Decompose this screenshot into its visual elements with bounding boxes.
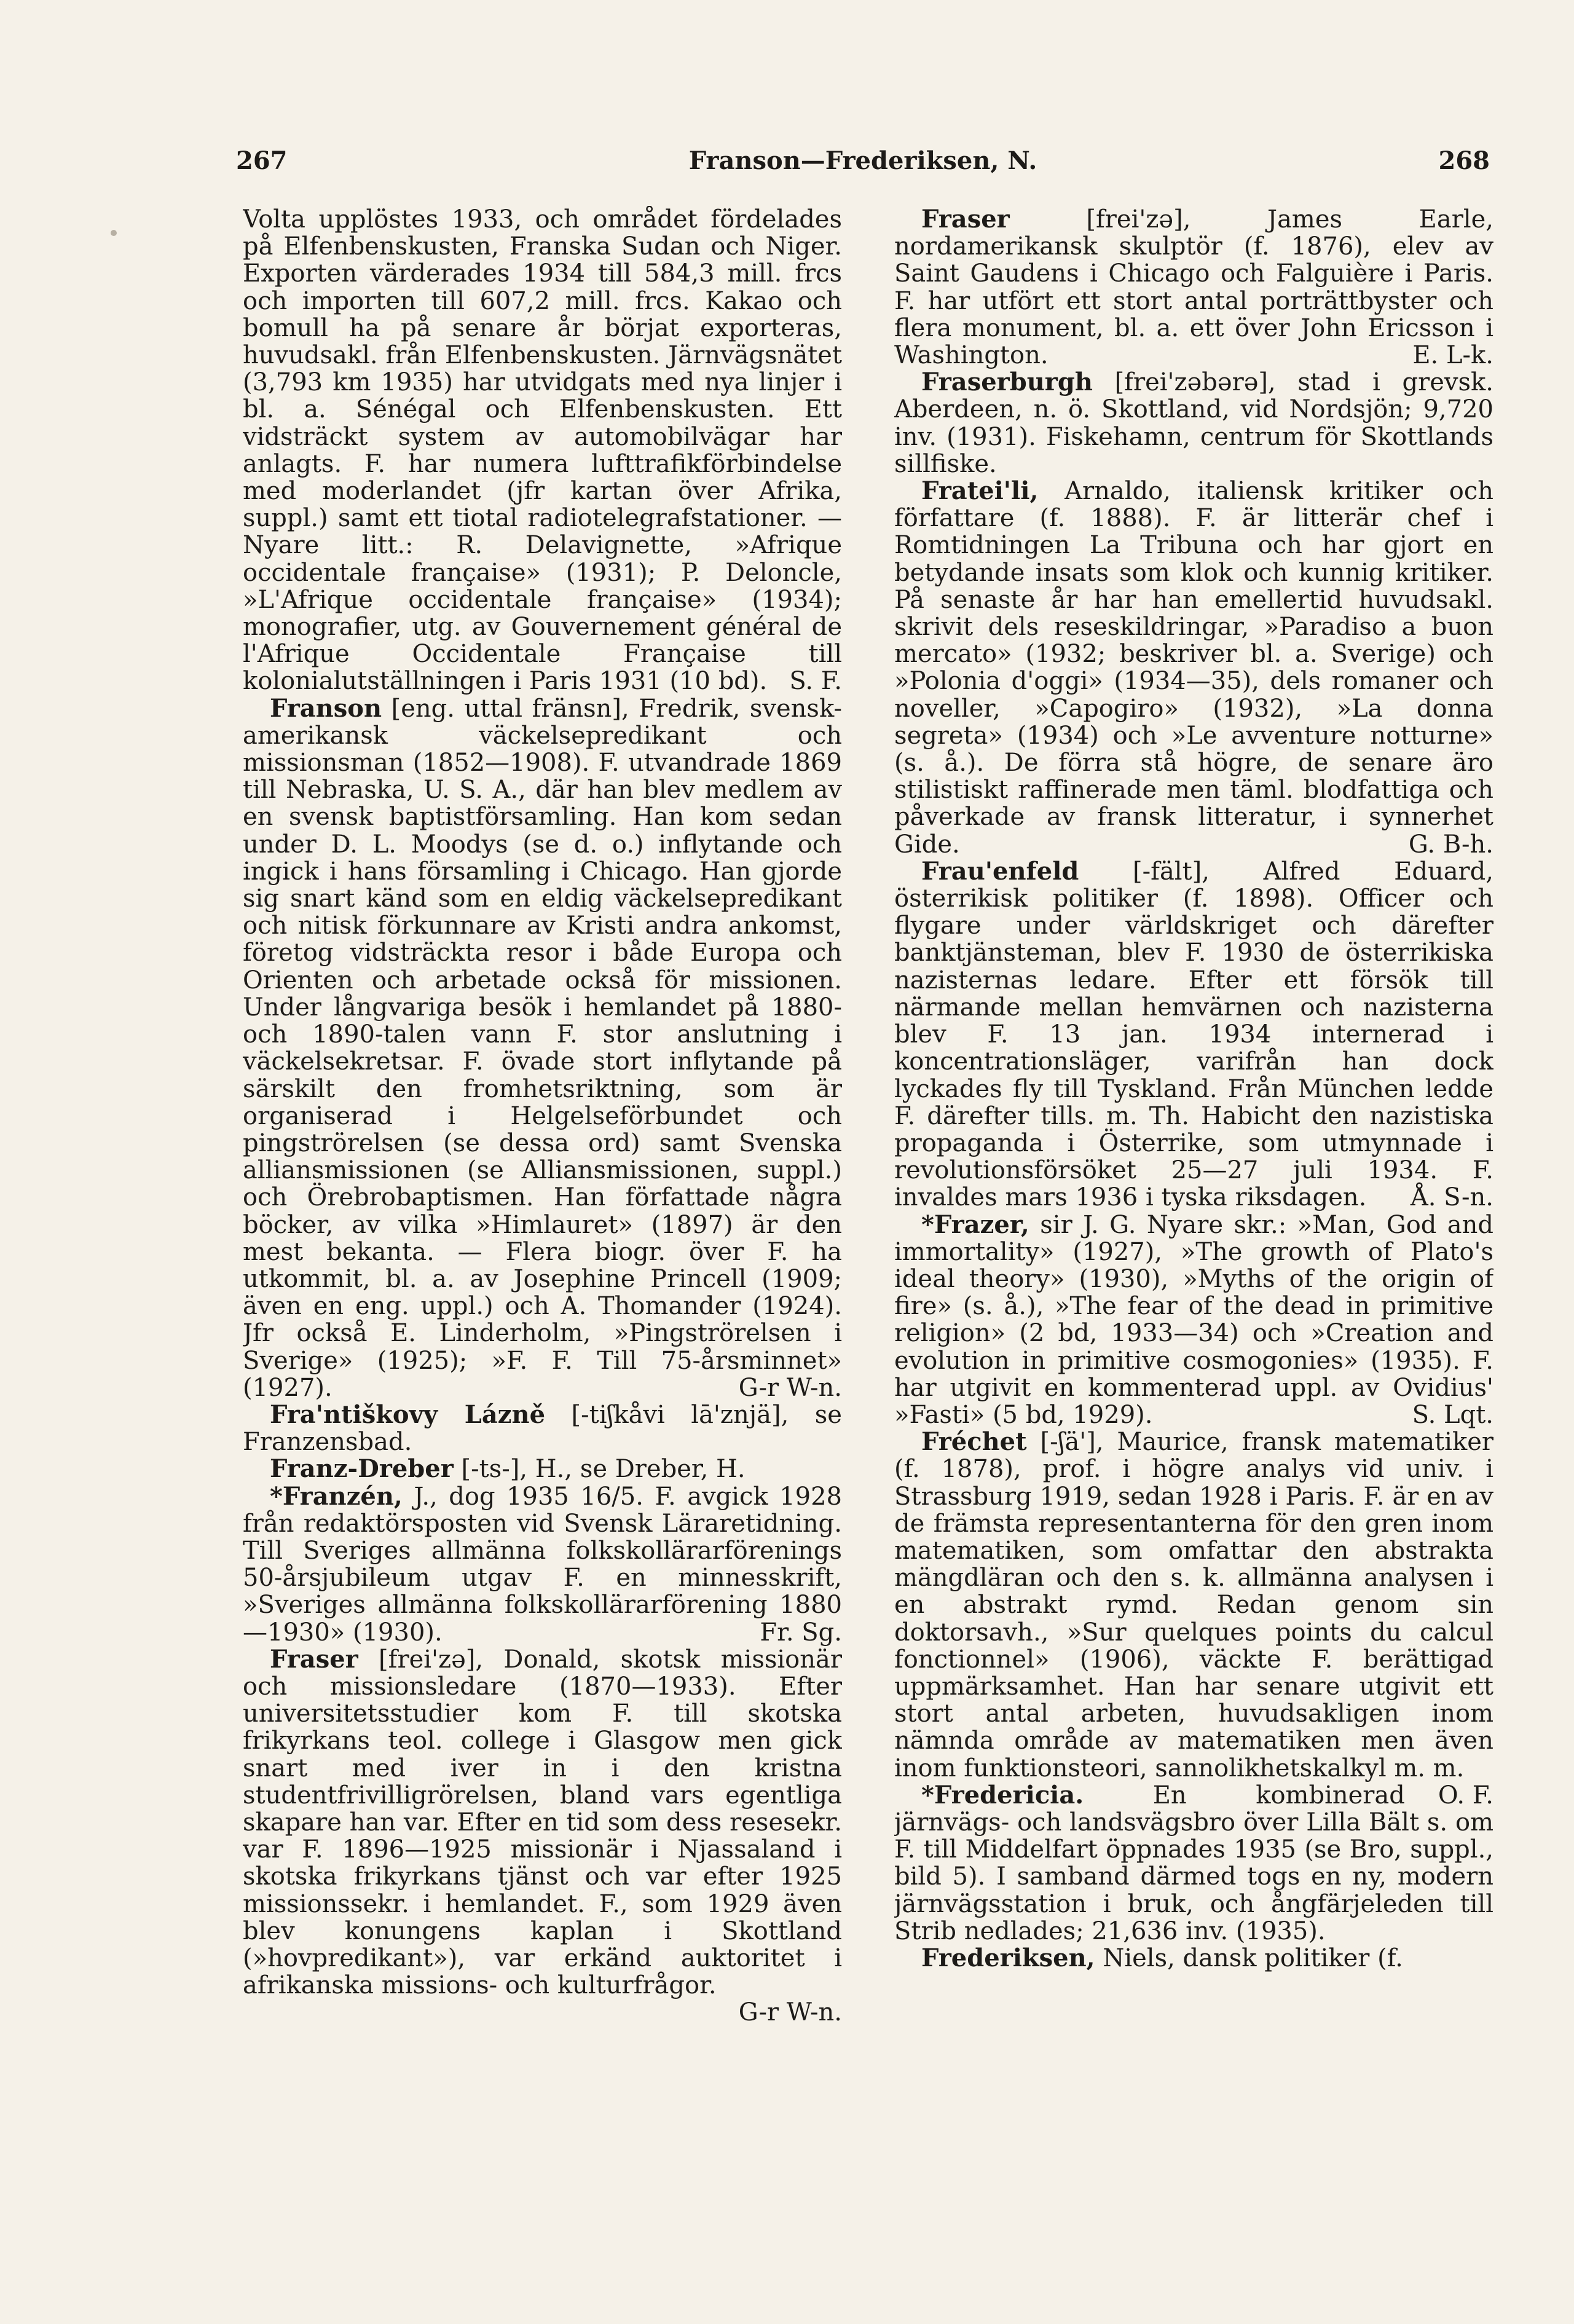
entry-signature: S. Lqt.	[1412, 1400, 1493, 1429]
entry-text: Alfred Eduard, österrikisk politiker (f. 1898). Officer och flygare under världskriget och därefter banktjänsteman, blev F. 1930 de österrikiska nazisternas ledare. Efter ett försök till närmande mellan hemvärnen och nazisterna blev F. 13 jan. 1934 internerad i koncentrationsläger, varifrån han dock lyckades fly till Tyskland. Från München ledde F. därefter tills. m. Th. Habicht den nazistiska propaganda i Österrike, som utmynnade i revolutionsförsöket 25—27 juli 1934. F. invaldes mars 1936 i tyska riksdagen.	[894, 857, 1493, 1212]
entry-headword: Franz-Dreber	[270, 1454, 454, 1484]
entry-signature: Å. S-n.	[1410, 1183, 1493, 1212]
entry-text: Maurice, fransk matematiker (f. 1878), prof. i högre analys vid univ. i Strassburg 1919, sedan 1928 i Paris. F. är en av de främsta representanterna för den gren inom matematiken, som omfattar den abstrakta mängdläran och den s. k. allmänna analysen i en abstrakt rymd. Redan genom sin doktorsavh., »Sur quelques points du calcul fonctionnel» (1906), väckte F. berättigad uppmärksamhet. Han har senare utgivit ett stort antal arbeten, huvudsakligen inom nämnda område av matematiken men även inom funktionsteori, sannolikhetskalkyl m. m.	[894, 1428, 1493, 1782]
entry-headword: Fraserburgh	[921, 368, 1093, 397]
dictionary-entry	[243, 695, 842, 1401]
dictionary-entry	[894, 206, 1493, 369]
entry-text: se Franzensbad.	[243, 1400, 842, 1457]
entry-text: Donald, skotsk missionär och missionsledare (1870—1933). Efter universitetsstudier kom F. till skotska frikyrkans teol. college i Glasgow men gick snart med iver in i den kristna studentfrivilligrörelsen, bland vars egentliga skapare han var. Efter en tid som dess resesekr. var F. 1896—1925 missionär i Njassaland i skotska frikyrkans tjänst och var efter 1925 missionssekr. i hemlandet. F., som 1929 även blev konungens kaplan i Skottland (»hovpredikant»), var erkänd auktoritet i afrikanska missions- och kulturfrågor.	[243, 1645, 842, 2000]
entry-text: Arnaldo, italiensk kritiker och författare (f. 1888). F. är litterär chef i Romtidningen La Tribuna och har gjort en betydande insats som klok och kunnig kritiker. På senaste år har han emellertid huvudsakl. skrivit dels reseskildringar, »Paradiso a buon mercato» (1932; beskriver bl. a. Sverige) och »Polonia d'oggi» (1934—35), dels romaner och noveller, »Capogiro» (1932), »La donna segreta» (1934) och »Le avventure notturne» (s. å.). De förra stå högre, de senare äro stilistiskt raffinerade men täml. blodfattiga och påverkade av fransk litteratur, i synnerhet Gide.	[894, 477, 1493, 859]
entry-text: Volta upplöstes 1933, och området fördelades på Elfenbenskusten, Franska Sudan och Niger. Exporten värderades 1934 till 584,3 mill. frcs och importen till 607,2 mill. frcs. Kakao och bomull ha på senare år börjat exporteras, huvudsakl. från Elfenbenskusten. Järnvägsnätet (3,793 km 1935) har utvidgats med nya linjer i bl. a. Sénégal och Elfenbenskusten. Ett vidsträckt system av automobilvägar har anlagts. F. har numera lufttrafikförbindelse med moderlandet (jfr kartan över Afrika, suppl.) samt ett tiotal radiotelegrafstationer. — Nyare litt.: R. Delavignette, »Afrique occidentale française» (1931); P. Deloncle, »L'Afrique occidentale française» (1934); monografier, utg. av Gouvernement général de l'Afrique Occidentale Française till kolonialutställningen i Paris 1931 (10 bd).	[243, 206, 842, 696]
entry-text: H., se Dreber, H.	[535, 1455, 746, 1484]
dictionary-entry	[894, 1945, 1493, 1972]
entry-headword: Fraser	[270, 1644, 358, 1674]
entry-signature: O. F.	[1438, 1781, 1493, 1810]
entry-signature: Fr. Sg.	[760, 1618, 842, 1647]
entry-text: En kombinerad järnvägs- och landsvägsbro över Lilla Bält s. om F. till Middelfart öppnades 1935 (se Bro, suppl., bild 5). I samband därmed togs en ny, modern järnvägsstation i bruk, och ångfärjeleden till Strib nedlades; 21,636 inv. (1935).	[894, 1781, 1493, 1945]
entry-headword: Fréchet	[921, 1427, 1027, 1457]
entry-pronunciation: [frei'zə],	[1086, 206, 1191, 234]
entry-signature: G. B-h.	[1408, 830, 1493, 859]
page-number-right: 268	[1438, 146, 1490, 175]
entry-text: Niels, dansk politiker (f.	[1103, 1944, 1403, 1972]
entry-headword: *Fredericia.	[921, 1780, 1084, 1810]
scan-speck	[111, 230, 117, 236]
page-header	[236, 146, 1490, 189]
dictionary-entry	[243, 206, 842, 695]
entry-pronunciation: [frei'zə],	[379, 1645, 484, 1674]
entry-text: sir J. G. Nyare skr.: »Man, God and immortality» (1927), »The growth of Plato's ideal theory» (1930), »Myths of the origin of fire» (s. å.), »The fear of the dead in primitive religion» (2 bd, 1933—34) och »Creation and evolution in primitive cosmogonies» (1935). F. har utgivit en kommenterad uppl. av Ovidius' »Fasti» (5 bd, 1929).	[894, 1210, 1493, 1429]
dictionary-entry	[243, 1483, 842, 1646]
entry-pronunciation: [eng. uttal fränsn],	[391, 694, 629, 723]
entry-signature: E. L-k.	[1412, 341, 1493, 370]
entry-headword: *Franzén,	[270, 1481, 403, 1511]
dictionary-entry	[243, 1644, 842, 2027]
entry-pronunciation: [-fält],	[1133, 857, 1210, 886]
entry-headword: Frederiksen,	[921, 1944, 1095, 1972]
dictionary-entry	[894, 1211, 1493, 1429]
entry-pronunciation: [-tiʃkåvi lā'znjä],	[571, 1400, 789, 1429]
dictionary-entry	[894, 858, 1493, 1211]
entry-text: Fredrik, svensk-amerikansk väckelsepredikant och missionsman (1852—1908). F. utvandrade 1869 till Nebraska, U. S. A., där han blev medlem av en svensk baptistförsamling. Han kom sedan under D. L. Moodys (se d. o.) inflytande och ingick i hans församling i Chicago. Han gjorde sig snart känd som en eldig väckelsepredikant och nitisk förkunnare av Kristi andra ankomst, företog vidsträckta resor i både Europa och Orienten och arbetade också för missionen. Under långvariga besök i hemlandet på 1880- och 1890-talen vann F. stor anslutning i väckelsekretsar. F. övade stort inflytande på särskilt den fromhetsriktning, som är organiserad i Helgelseförbundet och pingströrelsen (se dessa ord) samt Svenska alliansmissionen (se Alliansmissionen, suppl.) och Örebrobaptismen. Han författade några böcker, av vilka »Himlauret» (1897) är den mest bekanta. — Flera biogr. över F. ha utkommit, bl. a. av Josephine Princell (1909; även en eng. uppl.) och A. Thomander (1924). Jfr också E. Linderholm, »Pingströrelsen i Sverige» (1925); »F. F. Till 75-årsminnet» (1927).	[243, 694, 842, 1402]
entry-headword: *Frazer,	[921, 1210, 1029, 1239]
entry-headword: Fraser	[921, 206, 1010, 234]
entry-headword: Fra'ntiškovy Lázně	[270, 1400, 546, 1429]
entry-pronunciation: [frei'zəbərə],	[1114, 368, 1276, 397]
right-column	[894, 206, 1493, 2283]
entry-headword: Fratei'li,	[921, 476, 1039, 506]
dictionary-entry	[894, 1782, 1493, 1945]
dictionary-entry	[894, 478, 1493, 858]
entry-headword: Franson	[270, 693, 382, 723]
running-title: Franson—Frederiksen, N.	[688, 146, 1037, 175]
entry-signature: G-r W-n.	[738, 1373, 842, 1402]
entry-signature: S. F.	[789, 667, 842, 696]
entry-text: stad i grevsk. Aberdeen, n. ö. Skottland, vid Nordsjön; 9,720 inv. (1931). Fiskehamn, centrum för Skottlands sillfiske.	[894, 368, 1493, 478]
entry-signature: G-r W-n.	[738, 1998, 842, 2027]
left-column	[243, 206, 842, 2283]
entry-pronunciation: [-ts-],	[461, 1455, 528, 1484]
page-number-left: 267	[236, 146, 288, 175]
entry-headword: Frau'enfeld	[921, 856, 1079, 886]
entry-text: J., dog 1935 16/5. F. avgick 1928 från redaktörsposten vid Svensk Läraretidning. Till Sveriges allmänna folkskollärarförenings 50-årsjubileum utgav F. en minnesskrift, »Sveriges allmänna folkskollärarförening 1880—1930» (1930).	[243, 1482, 842, 1647]
entry-text: James Earle, nordamerikansk skulptör (f. 1876), elev av Saint Gaudens i Chicago och Falguière i Paris. F. har utfört ett stort antal porträttbyster och flera monument, bl. a. ett över John Ericsson i Washington.	[894, 206, 1493, 370]
dictionary-entry	[243, 1401, 842, 1455]
entry-pronunciation: [-ʃä'],	[1040, 1428, 1104, 1457]
dictionary-entry	[243, 1455, 842, 1483]
dictionary-entry	[894, 369, 1493, 478]
